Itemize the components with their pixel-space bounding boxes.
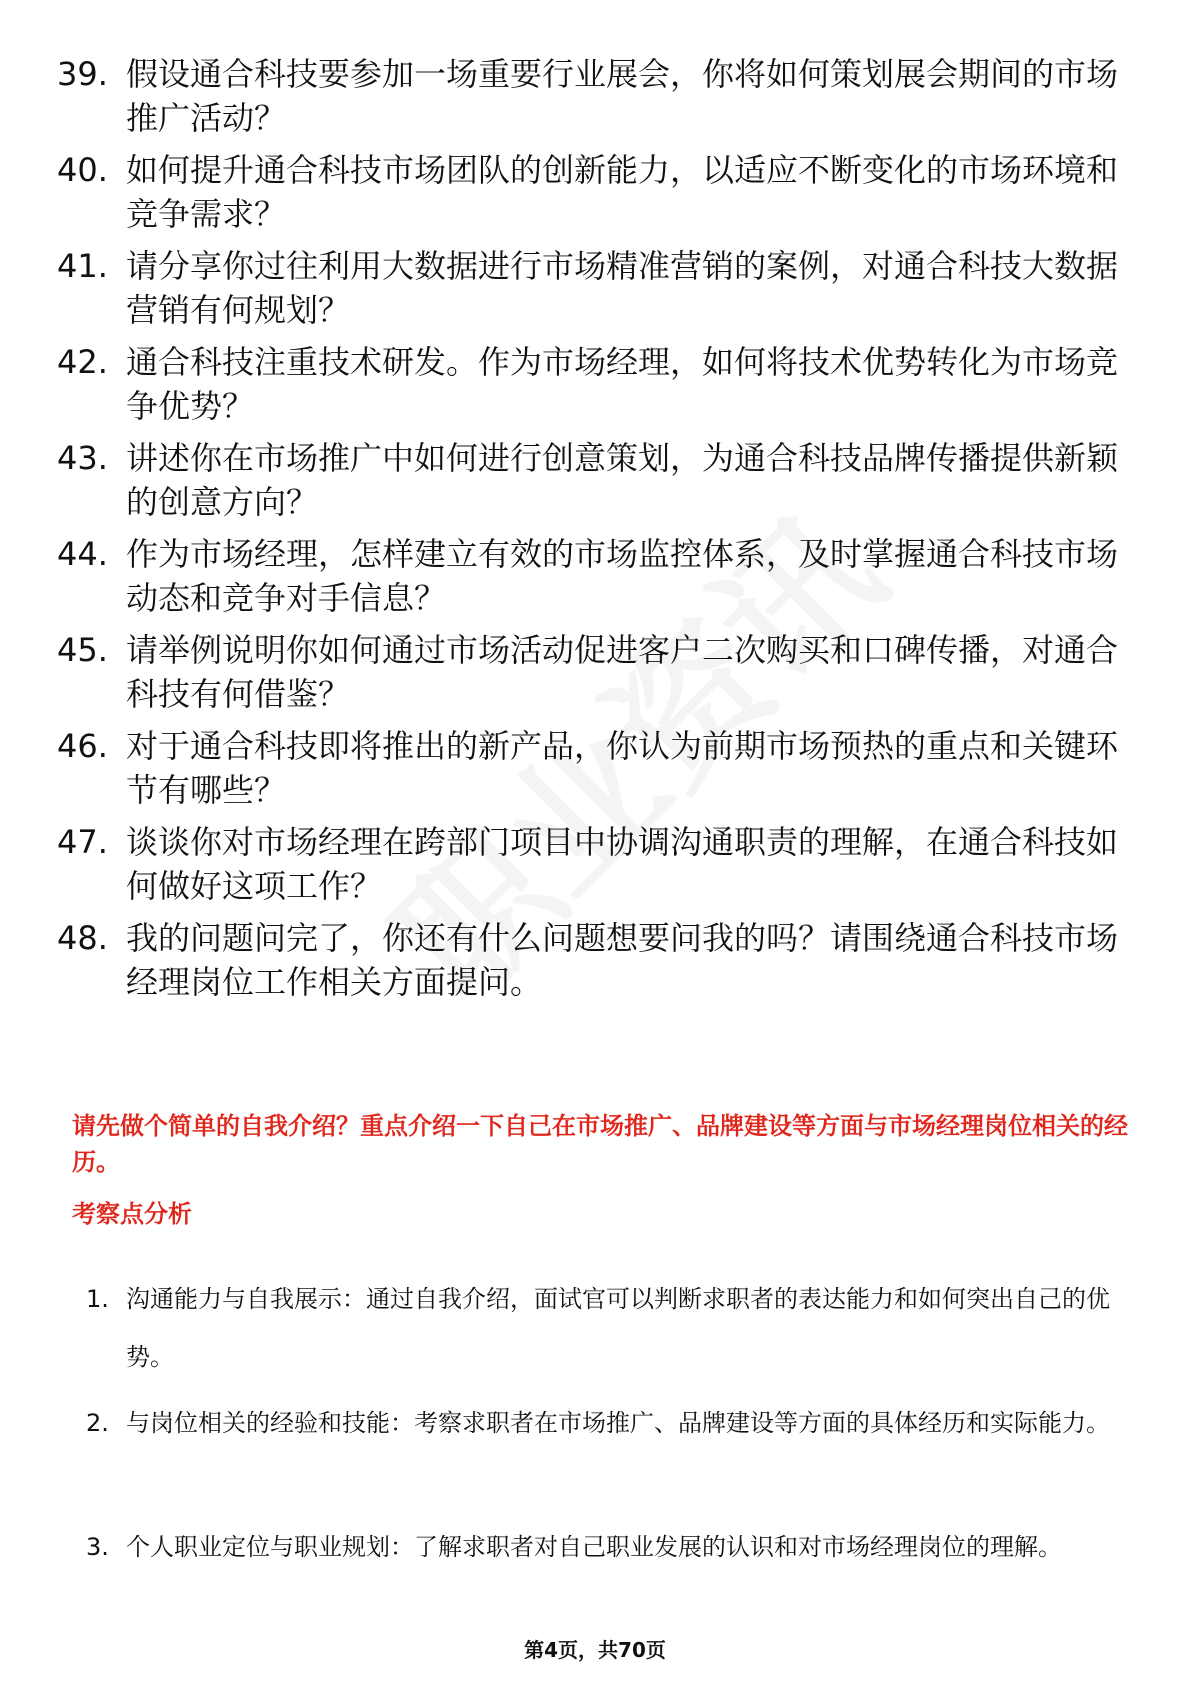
- question-number: 39.: [57, 55, 108, 93]
- question-number: 48.: [57, 919, 108, 957]
- question-item: [0, 724, 1190, 814]
- analysis-item: [0, 1394, 1190, 1514]
- analysis-title: 考察点分析: [72, 1200, 192, 1228]
- question-text: 请分享你过往利用大数据进行市场精准营销的案例，对通合科技大数据营销有何规划？: [126, 247, 1119, 329]
- question-text: 讲述你在市场推广中如何进行创意策划，为通合科技品牌传播提供新颖的创意方向？: [126, 439, 1119, 521]
- question-text: 我的问题问完了，你还有什么问题想要问我的吗？请围绕通合科技市场经理岗位工作相关方面提问。: [126, 919, 1119, 1001]
- analysis-text: 沟通能力与自我展示：通过自我介绍，面试官可以判断求职者的表达能力和如何突出自己的优势。: [126, 1285, 1110, 1371]
- page-footer: 第4页，共70页: [524, 1638, 666, 1662]
- question-number: 43.: [57, 439, 108, 477]
- question-item: [0, 148, 1190, 238]
- question-item: [0, 628, 1190, 718]
- question-item: [0, 244, 1190, 334]
- analysis-text: 与岗位相关的经验和技能：考察求职者在市场推广、品牌建设等方面的具体经历和实际能力。: [126, 1409, 1110, 1437]
- analysis-text: 个人职业定位与职业规划：了解求职者对自己职业发展的认识和对市场经理岗位的理解。: [126, 1533, 1062, 1561]
- analysis-number: 2.: [86, 1409, 109, 1437]
- question-text: 请举例说明你如何通过市场活动促进客户二次购买和口碑传播，对通合科技有何借鉴？: [126, 631, 1119, 713]
- question-number: 46.: [57, 727, 108, 765]
- question-number: 40.: [57, 151, 108, 189]
- question-text: 如何提升通合科技市场团队的创新能力，以适应不断变化的市场环境和竞争需求？: [126, 151, 1119, 233]
- question-text: 假设通合科技要参加一场重要行业展会，你将如何策划展会期间的市场推广活动？: [126, 55, 1119, 137]
- question-number: 41.: [57, 247, 108, 285]
- question-text: 谈谈你对市场经理在跨部门项目中协调沟通职责的理解，在通合科技如何做好这项工作？: [126, 823, 1119, 905]
- highlight-question: 请先做个简单的自我介绍？重点介绍一下自己在市场推广、品牌建设等方面与市场经理岗位相关的经历。: [72, 1112, 1128, 1176]
- question-item: [0, 52, 1190, 142]
- question-number: 45.: [57, 631, 108, 669]
- analysis-number: 1.: [86, 1285, 109, 1313]
- question-item: [0, 532, 1190, 622]
- analysis-number: 3.: [86, 1533, 109, 1561]
- question-item: [0, 340, 1190, 430]
- question-item: [0, 916, 1190, 1006]
- question-number: 42.: [57, 343, 108, 381]
- analysis-item: [0, 1270, 1190, 1390]
- question-item: [0, 820, 1190, 910]
- question-text: 对于通合科技即将推出的新产品，你认为前期市场预热的重点和关键环节有哪些？: [126, 727, 1119, 809]
- question-text: 通合科技注重技术研发。作为市场经理，如何将技术优势转化为市场竞争优势？: [126, 343, 1119, 425]
- analysis-item: [0, 1518, 1190, 1638]
- question-number: 47.: [57, 823, 108, 861]
- question-item: [0, 436, 1190, 526]
- question-number: 44.: [57, 535, 108, 573]
- question-text: 作为市场经理，怎样建立有效的市场监控体系，及时掌握通合科技市场动态和竞争对手信息？: [126, 535, 1119, 617]
